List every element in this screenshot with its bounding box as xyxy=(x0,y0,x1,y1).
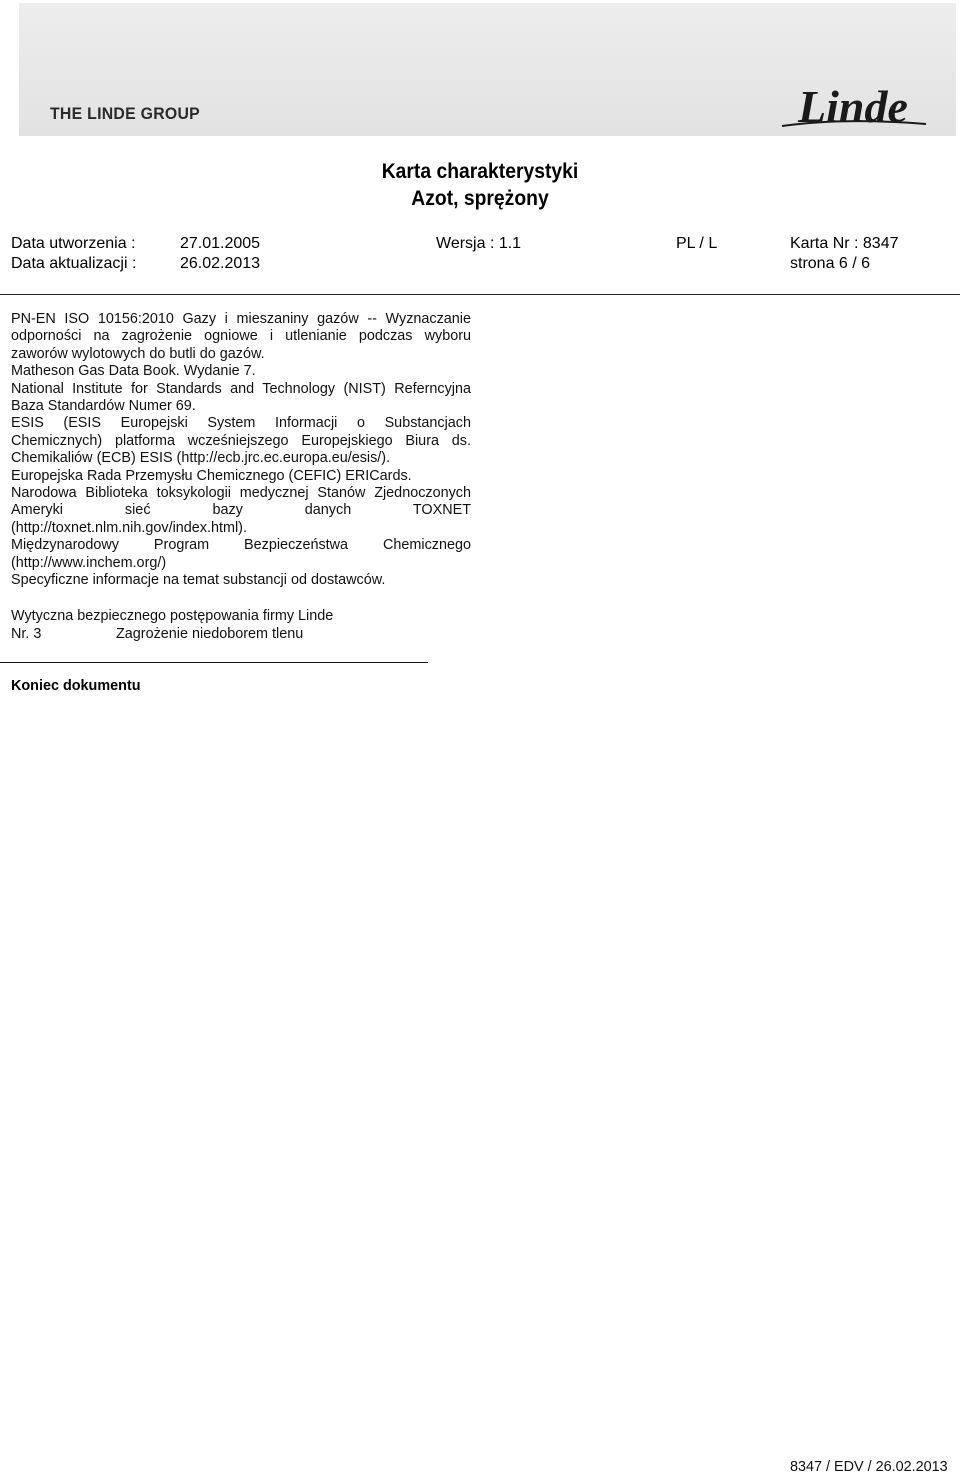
reference-item: Matheson Gas Data Book. Wydanie 7. xyxy=(11,363,256,380)
language-label: PL / L xyxy=(676,235,718,252)
created-date: 27.01.2005 xyxy=(180,235,261,252)
reference-item: Narodowa Biblioteka toksykologii medycznej Stanów Zjednoczonych Ameryki sieć bazy danych TOXNET (http://toxnet.nlm.nih.gov/index.html). xyxy=(11,485,471,536)
document-subtitle: Azot, sprężony xyxy=(411,187,549,210)
reference-item: ESIS (ESIS Europejski System Informacji o Substancjach Chemicznych) platforma wcześniejszego Europejskiego Biura ds. Chemikaliów (ECB) ESIS (http://ecb.jrc.ec.europa.eu/esis/). xyxy=(11,415,471,467)
end-of-document-label: Koniec dokumentu xyxy=(11,678,141,694)
guideline-topic: Zagrożenie niedoborem tlenu xyxy=(116,626,304,642)
reference-item: Międzynarodowy Program Bezpieczeństwa Chemicznego (http://www.inchem.org/) xyxy=(11,537,471,571)
end-divider xyxy=(0,662,428,663)
version-label: Wersja : 1.1 xyxy=(436,235,522,252)
header-divider xyxy=(0,294,960,295)
updated-label: Data aktualizacji : xyxy=(11,255,137,272)
references-section xyxy=(11,311,471,590)
footer-code: 8347 / EDV / 26.02.2013 xyxy=(790,1459,948,1475)
document-title: Karta charakterystyki xyxy=(381,160,579,183)
page-number: strona 6 / 6 xyxy=(790,255,871,272)
created-label: Data utworzenia : xyxy=(11,235,136,252)
reference-item: Specyficzne informacje na temat substancji od dostawców. xyxy=(11,572,386,589)
reference-item: Europejska Rada Przemysłu Chemicznego (CEFIC) ERICards. xyxy=(11,467,412,484)
linde-logo xyxy=(776,80,930,130)
updated-date: 26.02.2013 xyxy=(180,255,261,272)
guideline-number: Nr. 3 xyxy=(11,626,42,642)
linde-logo-text: Linde xyxy=(798,81,908,130)
reference-item: PN-EN ISO 10156:2010 Gazy i mieszaniny gazów -- Wyznaczanie odporności na zagrożenie ogniowe i utlenianie podczas wyboru zaworów wylotowych do butli do gazów. xyxy=(11,311,471,362)
reference-item: National Institute for Standards and Technology (NIST) Referncyjna Baza Standardów Numer 69. xyxy=(11,380,471,415)
guideline-heading: Wytyczna bezpiecznego postępowania firmy Linde xyxy=(11,608,334,624)
card-number: Karta Nr : 8347 xyxy=(790,235,899,252)
linde-group-logo: THE LINDE GROUP xyxy=(50,104,201,123)
